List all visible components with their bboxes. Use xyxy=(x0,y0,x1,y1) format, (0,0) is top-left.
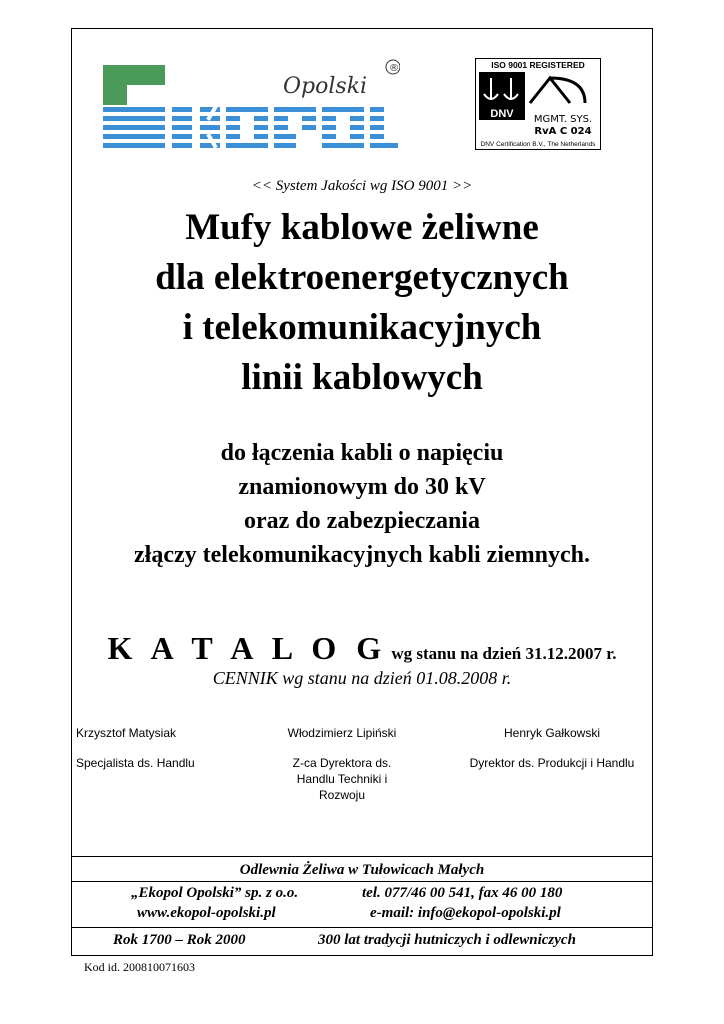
document-subtitle xyxy=(0,436,724,572)
subtitle-line: oraz do zabezpieczania xyxy=(244,508,480,534)
footer-email[interactable]: e-mail: info@ekopol-opolski.pl xyxy=(370,905,561,921)
katalog-heading xyxy=(0,630,724,667)
document-title xyxy=(0,203,724,403)
footer-tradition: 300 lat tradycji hutniczych i odlewniczych xyxy=(318,932,576,948)
katalog-big: K A T A L O G xyxy=(107,630,388,666)
footer-foundry: Odlewnia Żeliwa w Tułowicach Małych xyxy=(239,862,485,878)
signatory-name: Henryk Gałkowski xyxy=(503,726,601,740)
iso-mgmt: MGMT. SYS. xyxy=(533,114,593,125)
title-line: Mufy kablowe żeliwne xyxy=(185,207,539,248)
title-line: linii kablowych xyxy=(241,357,483,398)
document-id: Kod id. 200810071603 xyxy=(84,960,195,974)
registered-mark: ® xyxy=(389,63,399,74)
footer-divider xyxy=(71,881,653,882)
price-list-date: CENNIK wg stanu na dzień 01.08.2008 r. xyxy=(212,668,512,688)
ekopol-logo xyxy=(100,55,400,155)
title-line: i telekomunikacyjnych xyxy=(182,307,542,348)
signatory-name: Włodzimierz Lipiński xyxy=(287,726,397,740)
signatory-role: Z-ca Dyrektora ds. Handlu Techniki i Rozwoju xyxy=(292,756,392,802)
subtitle-line: do łączenia kabli o napięciu xyxy=(220,440,504,466)
signatory-role: Dyrektor ds. Produkcji i Handlu xyxy=(469,756,635,770)
iso-code: RvA C 024 xyxy=(534,126,592,137)
footer-company: „Ekopol Opolski” sp. z o.o. xyxy=(131,885,299,901)
dnv-mark: DNV xyxy=(490,108,514,120)
signatory-3 xyxy=(452,725,652,771)
signatory-1 xyxy=(76,725,256,771)
iso-header: ISO 9001 REGISTERED xyxy=(491,60,585,70)
signatory-name: Krzysztof Matysiak xyxy=(76,726,177,740)
footer-phone: tel. 077/46 00 541, fax 46 00 180 xyxy=(362,885,563,901)
footer-divider xyxy=(71,927,653,928)
subtitle-line: złączy telekomunikacyjnych kabli ziemnych. xyxy=(134,542,590,568)
system-quality-line: << System Jakości wg ISO 9001 >> xyxy=(251,178,473,194)
subtitle-line: znamionowym do 30 kV xyxy=(238,474,486,500)
iso-badge xyxy=(475,58,601,150)
signatory-2 xyxy=(247,725,437,803)
footer-years: Rok 1700 – Rok 2000 xyxy=(113,932,246,948)
signatory-role: Specjalista ds. Handlu xyxy=(76,756,195,770)
title-line: dla elektroenergetycznych xyxy=(155,257,569,298)
logo-script-text: Opolski xyxy=(283,74,368,99)
footer-divider xyxy=(71,856,653,857)
footer-website[interactable]: www.ekopol-opolski.pl xyxy=(137,905,276,921)
katalog-date: wg stanu na dzień 31.12.2007 r. xyxy=(387,644,617,663)
iso-cert: DNV Certification B.V., The Netherlands xyxy=(480,141,596,148)
